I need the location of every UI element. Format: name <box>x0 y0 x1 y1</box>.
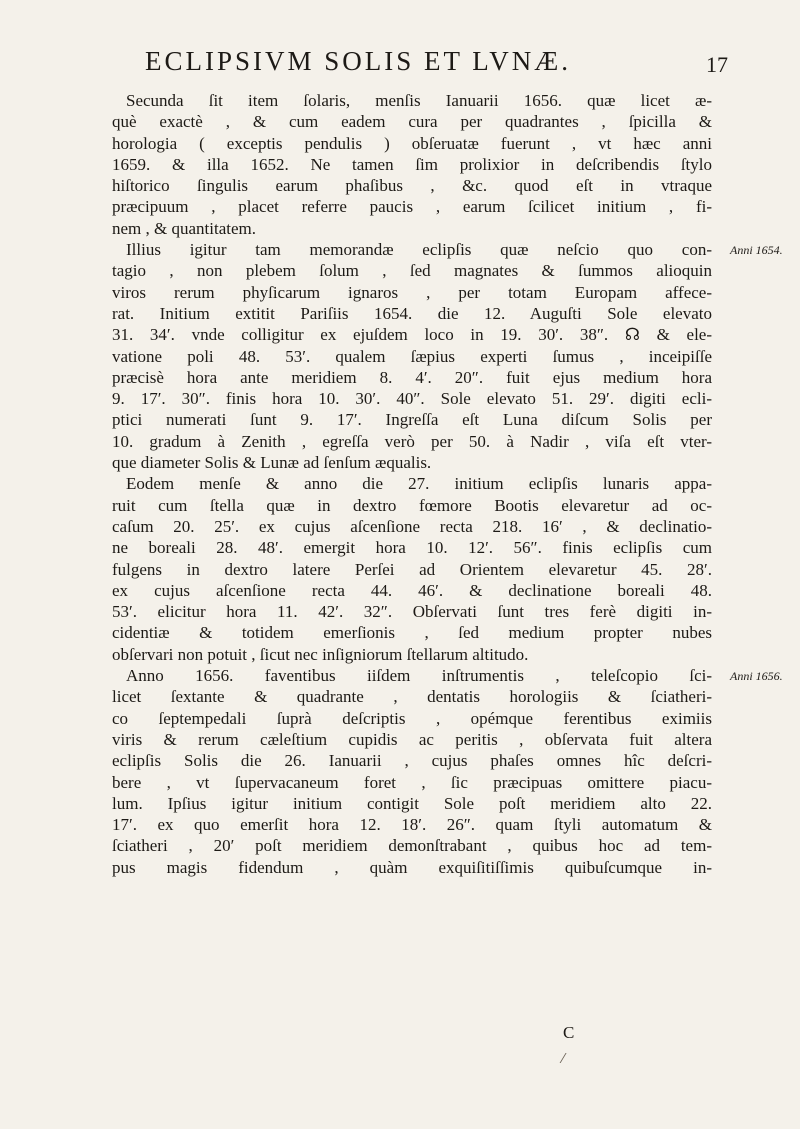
text-line: vatione poli 48. 53′. qualem ſæpius experti ſumus , inceipiſſe <box>112 346 712 366</box>
text-line: pus magis fidendum , quàm exquiſitiſſimis quibuſcumque in- <box>112 857 712 877</box>
text-line: què exactè , & cum eadem cura per quadrantes , ſpicilla & <box>112 112 712 132</box>
margin-note: Anni 1656. <box>730 669 783 684</box>
page-header <box>0 46 800 86</box>
signature-mark: C <box>563 1023 575 1042</box>
text-line: ne boreali 28. 48′. emergit hora 10. 12′. 56″. finis eclipſis cum <box>112 538 712 558</box>
text-line: tagio , non plebem ſolum , ſed magnates & ſummos alioquin <box>112 261 712 281</box>
text-line: obſervari non potuit , ſicut nec inſigniorum ſtellarum altitudo. <box>112 644 529 664</box>
text-line: caſum 20. 25′. ex cujus aſcenſione recta 218. 16′ , & declinatio- <box>112 516 712 536</box>
text-line: 17′. ex quo emerſit hora 12. 18′. 26″. quam ſtyli automatum & <box>112 815 712 835</box>
text-line: 53′. elicitur hora 11. 42′. 32″. Obſervati ſunt tres ferè digiti in- <box>112 602 712 622</box>
page-number: 17 <box>706 52 728 77</box>
text-line: Eodem menſe & anno die 27. initium eclipſis lunaris appa- <box>126 474 712 494</box>
running-head: ECLIPSIVM SOLIS ET LVNÆ. <box>145 46 572 76</box>
text-line: 9. 17′. 30″. finis hora 10. 30′. 40″. Sole elevato 51. 29′. digiti ecli- <box>112 389 712 409</box>
text-line: viris & rerum cæleſtium cupidis ac peritis , obſervata fuit altera <box>112 729 712 749</box>
margin-note: Anni 1654. <box>730 243 783 258</box>
text-line: ruit cum ſtella quæ in dextro fœmore Bootis elevaretur ad oc- <box>112 495 712 515</box>
ink-speck: ⁄ <box>562 1052 565 1067</box>
text-line: fulgens in dextro latere Perſei ad Orientem elevaretur 45. 28′. <box>112 559 712 579</box>
text-line: nem , & quantitatem. <box>112 218 256 238</box>
text-line: co ſeptempedali ſuprà deſcriptis , opémque ferentibus eximiis <box>112 708 712 728</box>
text-line: Secunda ſit item ſolaris, menſis Ianuarii 1656. quæ licet æ- <box>126 91 712 110</box>
text-line: cidentiæ & totidem emerſionis , ſed medium propter nubes <box>112 623 712 643</box>
text-line: que diameter Solis & Lunæ ad ſenſum æqualis. <box>112 453 432 473</box>
text-line: eclipſis Solis die 26. Ianuarii , cujus phaſes omnes hîc deſcri- <box>112 751 712 771</box>
text-line: viros rerum phyſicarum ignaros , per totam Europam affece- <box>112 282 712 302</box>
text-line: bere , vt ſupervacaneum foret , ſic præcipuas omittere piacu- <box>112 772 712 792</box>
text-line: ex cujus aſcenſione recta 44. 46′. & declinatione boreali 48. <box>112 580 712 600</box>
text-line: rat. Initium extitit Pariſiis 1654. die 12. Auguſti Sole elevato <box>112 303 712 323</box>
text-line: præcipuum , placet referre paucis , earum ſcilicet initium , fi- <box>112 197 712 217</box>
text-line: ptici numerati ſunt 9. 17′. Ingreſſa eſt Luna diſcum Solis per <box>112 410 712 430</box>
text-line: 10. gradum à Zenith , egreſſa verò per 50. à Nadir , viſa eſt vter- <box>112 431 712 451</box>
text-line: ſciatheri , 20′ poſt meridiem demonſtrabant , quibus hoc ad tem- <box>112 836 712 856</box>
text-line: Anno 1656. faventibus iiſdem inſtrumentis , teleſcopio ſci- <box>126 666 712 686</box>
text-line: præcisè hora ante meridiem 8. 4′. 20″. fuit ejus medium hora <box>112 367 712 387</box>
text-line: licet ſextante & quadrante , dentatis horologiis & ſciatheri- <box>112 687 712 707</box>
text-line: Illius igitur tam memorandæ eclipſis quæ neſcio quo con- <box>126 240 712 260</box>
text-line: 1659. & illa 1652. Ne tamen ſim prolixior in deſcribendis ſtylo <box>112 154 712 174</box>
text-line: horologia ( exceptis pendulis ) obſeruatæ fuerunt , vt hæc anni <box>112 133 712 153</box>
body-text <box>112 90 712 878</box>
text-line: hiſtorico ſingulis earum phaſibus , &c. quod eſt in vtraque <box>112 176 712 196</box>
text-line: lum. Ipſius igitur initium contigit Sole poſt meridiem alto 22. <box>112 793 712 813</box>
text-line: 31. 34′. vnde colligitur ex ejuſdem loco in 19. 30′. 38″. ☊ & ele- <box>112 325 712 345</box>
